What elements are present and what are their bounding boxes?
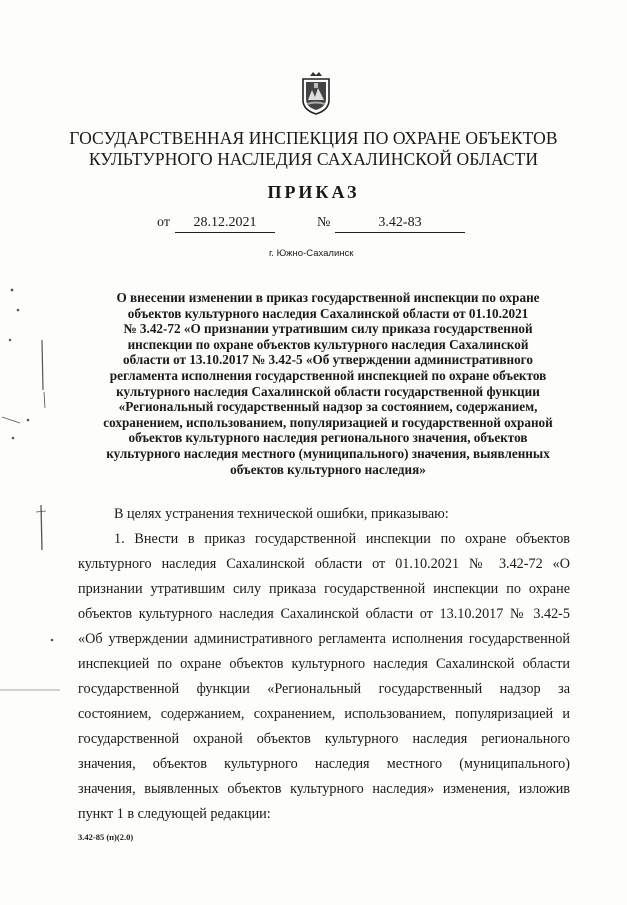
scan-artifact-marks — [0, 280, 70, 700]
subject-line: области от 13.10.2017 № 3.42-5 «Об утверждении административного — [123, 352, 533, 368]
subject-line: О внесении изменении в приказ государственной инспекции по охране — [116, 290, 540, 305]
coat-of-arms-icon — [299, 70, 333, 116]
agency-name-line-2: КУЛЬТУРНОГО НАСЛЕДИЯ САХАЛИНСКОЙ ОБЛАСТИ — [88, 149, 539, 169]
document-type-title: ПРИКАЗ — [267, 182, 360, 202]
date-label: от — [157, 215, 170, 230]
body-line: культурного наследия Сахалинской области от 01.10.2021 № 3.42-72 «О — [78, 556, 570, 572]
body-line: состоянием, содержанием, сохранением, использованием, популяризацией и — [78, 706, 570, 722]
subject-line: культурного наследия Сахалинской области государственной функции — [116, 383, 540, 399]
subject-line: объектов культурного наследия» — [230, 461, 426, 477]
subject-line: инспекции по охране объектов культурного наследия Сахалинской — [127, 336, 529, 352]
body-line: пункт 1 в следующей редакции: — [78, 806, 271, 822]
subject-line: культурного наследия местного (муниципального) значения, выявленных — [106, 445, 550, 461]
city-name: г. Южно-Сахалинск — [269, 248, 354, 259]
subject-line: объектов культурного наследия регионального значения, объектов — [128, 430, 528, 446]
body-line: значения, выявленных объектов культурного наследия» изменения, изложив — [78, 781, 570, 797]
body-line: государственной функции «Региональный государственный надзор за — [78, 681, 570, 697]
agency-name-line-1: ГОСУДАРСТВЕННАЯ ИНСПЕКЦИЯ ПО ОХРАНЕ ОБЪЕКТОВ — [69, 128, 558, 148]
subject-line: объектов культурного наследия Сахалинской области от 01.10.2021 — [127, 305, 529, 321]
body-line: В целях устранения технической ошибки, приказываю: — [114, 506, 449, 522]
number-label: № — [317, 215, 331, 230]
body-line: объектов культурного наследия Сахалинской области от 13.10.2017 № 3.42-5 — [78, 606, 570, 622]
body-line: «Об утверждении административного регламента исполнения государственной — [78, 631, 570, 647]
subject-line: сохранением, использованием, популяризацией и государственной охраной — [103, 414, 553, 430]
body-line: государственной охраной объектов культурного наследия регионального — [78, 731, 570, 747]
order-subject — [90, 290, 566, 477]
order-number: 3.42-83 — [335, 215, 465, 233]
body-line: 1. Внести в приказ государственной инспекции по охране объектов — [114, 531, 570, 547]
document-code: 3.42-85 (п)(2.0) — [78, 832, 134, 842]
subject-line: регламента исполнения государственной инспекцией по охране объектов — [109, 367, 547, 383]
body-line: инспекцией по охране объектов культурного наследия Сахалинской области — [78, 656, 570, 672]
subject-line: № 3.42-72 «О признании утратившим силу приказа государственной — [123, 321, 533, 337]
body-line: признании утратившим силу приказа государственной инспекции по охране — [78, 581, 570, 597]
order-body — [78, 502, 570, 827]
order-date: 28.12.2021 — [175, 215, 275, 233]
subject-line: «Региональный государственный надзор за состоянием, содержанием, — [118, 399, 538, 415]
body-line: значения, объектов культурного наследия местного (муниципального) — [78, 756, 570, 772]
